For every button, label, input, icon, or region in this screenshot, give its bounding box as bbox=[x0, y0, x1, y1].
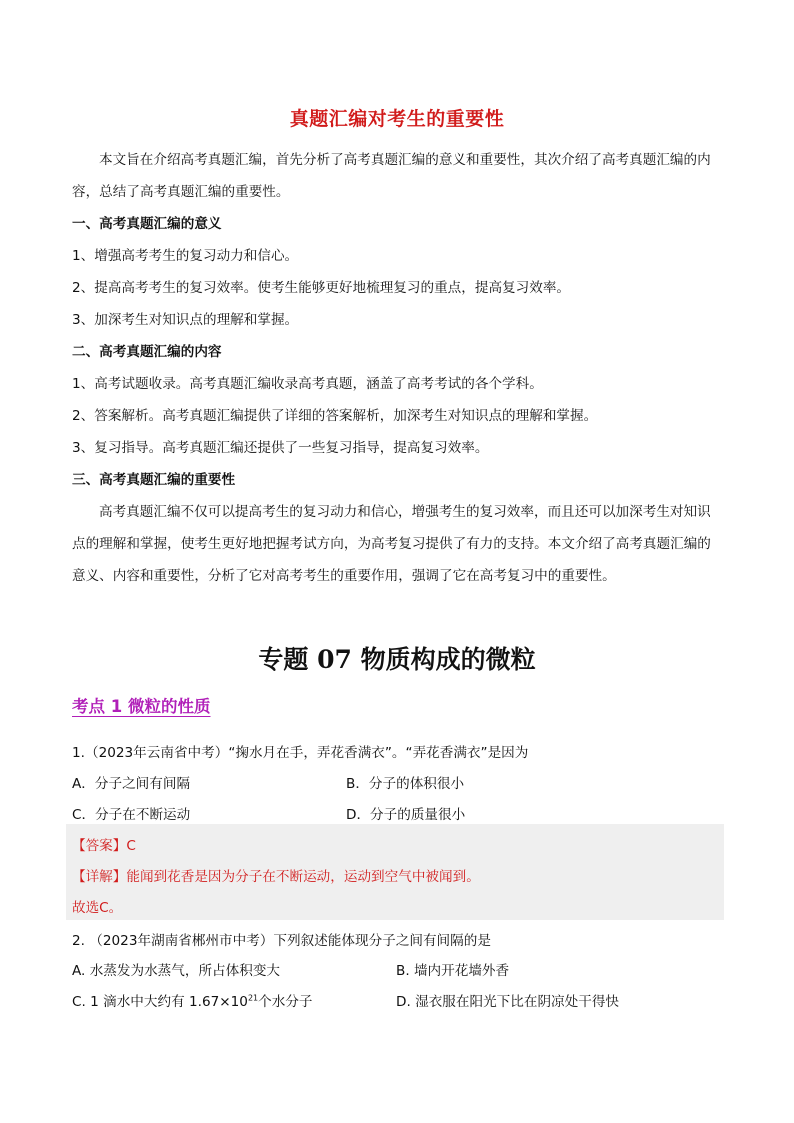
question-1-option-c: C．分子在不断运动 bbox=[72, 807, 191, 823]
intro-title: 真题汇编对考生的重要性 bbox=[289, 108, 505, 130]
question-2-option-b: B. 墙内开花墙外香 bbox=[396, 963, 510, 979]
importance-paragraph: 高考真题汇编不仅可以提高考生的复习动力和信心，增强考生的复习效率，而且还可以加深考生对知识点的理解和掌握，使考生更好地把握考试方向，为高考复习提供了有力的支持。本文介绍了高考真题汇编的意义、内容和重要性，分析了它对高考考生的重要作用，强调了它在高考复习中的重要性。 bbox=[72, 504, 711, 584]
section-heading: 考点 1 微粒的性质 bbox=[72, 697, 211, 716]
intro-summary: 本文旨在介绍高考真题汇编，首先分析了高考真题汇编的意义和重要性，其次介绍了高考真题汇编的内容，总结了高考真题汇编的重要性。 bbox=[72, 152, 711, 200]
question-1-option-d: D．分子的质量很小 bbox=[346, 807, 466, 823]
content-item-1: 1、高考试题收录。高考真题汇编收录高考真题，涵盖了高考考试的各个学科。 bbox=[72, 376, 543, 392]
option-c-prefix: C. 1 滴水中大约有 1.67×10 bbox=[72, 994, 248, 1010]
option-c-exponent: 21 bbox=[247, 993, 259, 1003]
significance-item-1: 1、增强高考考生的复习动力和信心。 bbox=[72, 248, 299, 264]
question-1-answer bbox=[72, 834, 136, 854]
heading-significance: 一、高考真题汇编的意义 bbox=[72, 216, 222, 232]
question-2-option-c bbox=[72, 990, 313, 1010]
heading-importance: 三、高考真题汇编的重要性 bbox=[72, 472, 236, 488]
topic-title: 专题 07 物质构成的微粒 bbox=[258, 645, 536, 674]
question-1-detail bbox=[72, 865, 480, 885]
question-2-option-d: D. 湿衣服在阳光下比在阴凉处干得快 bbox=[396, 994, 620, 1010]
answer-value: C bbox=[126, 838, 136, 854]
detail-tag: 【详解】 bbox=[72, 869, 127, 885]
question-2-option-a: A. 水蒸发为水蒸气，所占体积变大 bbox=[72, 963, 281, 979]
content-item-3: 3、复习指导。高考真题汇编还提供了一些复习指导，提高复习效率。 bbox=[72, 440, 489, 456]
heading-content: 二、高考真题汇编的内容 bbox=[72, 344, 222, 360]
question-1-option-a: A．分子之间有间隔 bbox=[72, 776, 191, 792]
answer-tag: 【答案】 bbox=[72, 838, 127, 854]
question-1-conclusion: 故选C。 bbox=[72, 900, 123, 916]
option-c-suffix: 个水分子 bbox=[258, 994, 313, 1010]
significance-item-2: 2、提高高考考生的复习效率。使考生能够更好地梳理复习的重点，提高复习效率。 bbox=[72, 280, 571, 296]
question-1-stem: 1.（2023年云南省中考）“掬水月在手，弄花香满衣”。“弄花香满衣”是因为 bbox=[72, 745, 529, 761]
content-item-2: 2、答案解析。高考真题汇编提供了详细的答案解析，加深考生对知识点的理解和掌握。 bbox=[72, 408, 598, 424]
question-1-option-b: B．分子的体积很小 bbox=[346, 776, 465, 792]
significance-item-3: 3、加深考生对知识点的理解和掌握。 bbox=[72, 312, 299, 328]
detail-text: 能闻到花香是因为分子在不断运动，运动到空气中被闻到。 bbox=[126, 869, 480, 885]
question-2-stem: 2. （2023年湖南省郴州市中考）下列叙述能体现分子之间有间隔的是 bbox=[72, 933, 491, 949]
